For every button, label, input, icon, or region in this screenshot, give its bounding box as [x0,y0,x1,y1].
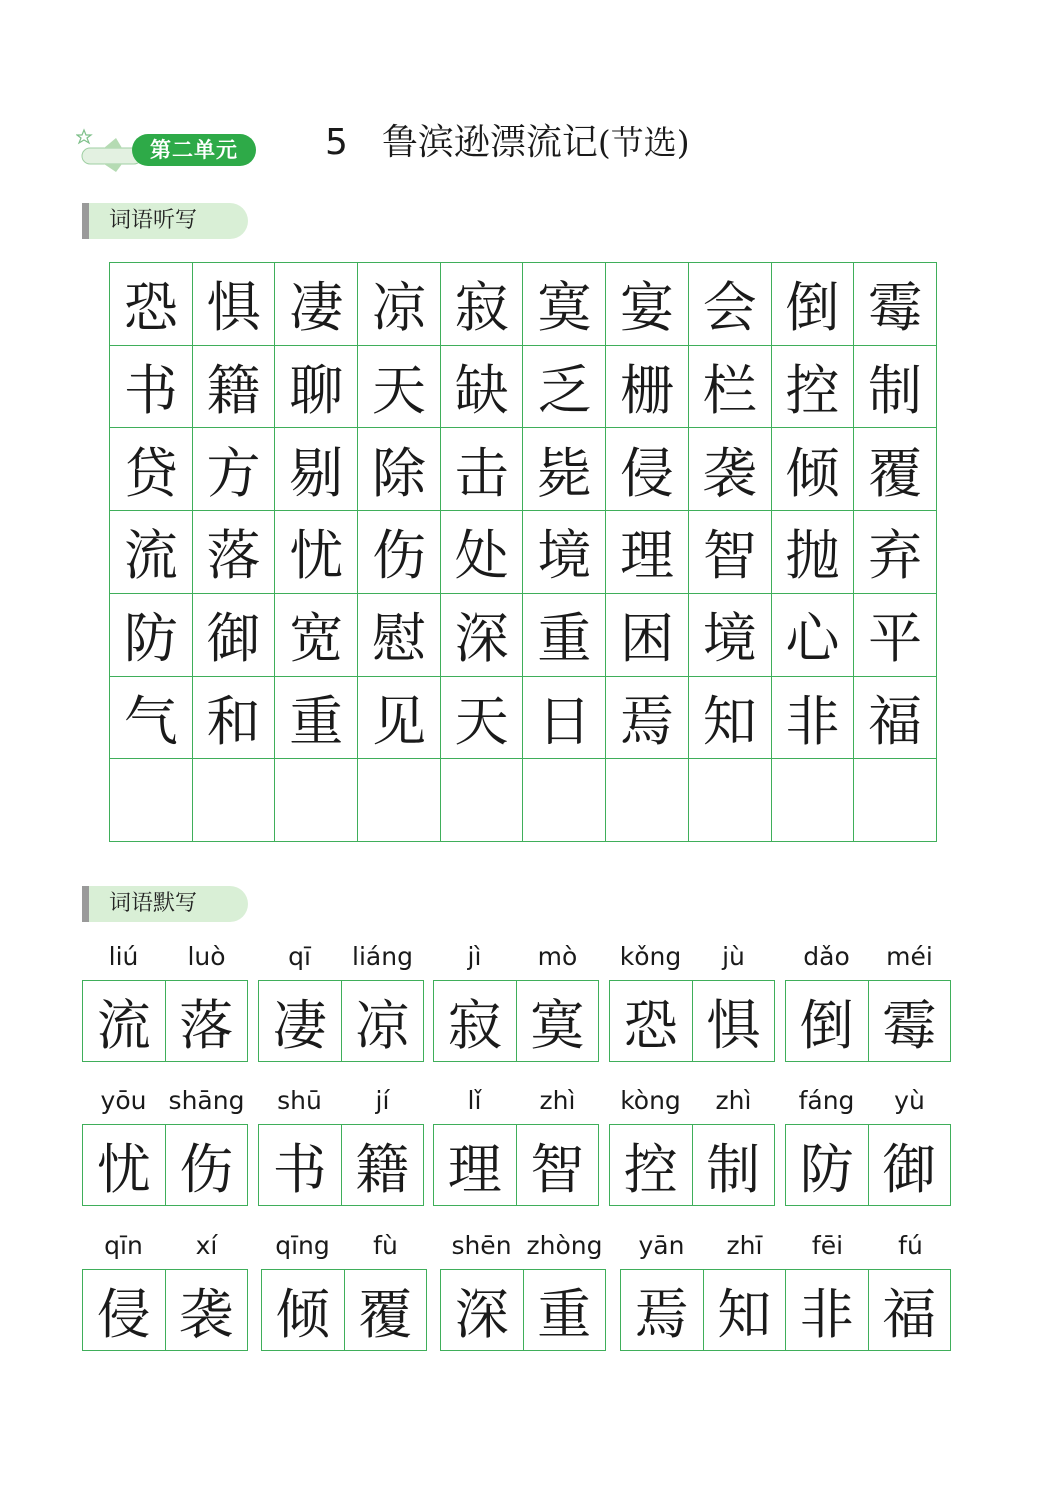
char-box: 籍 [341,1125,424,1205]
grid-cell: 天 [441,677,524,760]
char-box: 焉 [634,1282,689,1346]
char-box: 侵 [96,1282,151,1346]
grid-cell: 重 [523,594,606,677]
grid-cell: 流 [110,511,193,594]
pinyin-row [620,1229,952,1263]
char-box-row [433,1124,599,1206]
grid-cell: 袭 [689,428,772,511]
pinyin: jù [722,942,745,971]
pinyin-row [609,940,775,974]
pinyin: yān [638,1231,685,1260]
grid-cell: 方 [193,428,276,511]
grid-cell: 寞 [523,263,606,346]
char-box-row [82,1269,248,1351]
char-box: 非 [785,1270,868,1350]
grid-cell: 境 [523,511,606,594]
char-box: 寞 [516,981,599,1061]
grid-cell: 抛 [772,511,855,594]
grid-cell: 寂 [441,263,524,346]
char-box: 理 [447,1137,502,1201]
grid-cell: 处 [441,511,524,594]
grid-cell: 恐 [110,263,193,346]
pinyin: zhī [726,1231,763,1260]
char-box: 御 [868,1125,951,1205]
section-label-dictation: 词语听写 [82,203,248,239]
pinyin: fáng [798,1086,855,1115]
char-box: 流 [96,993,151,1057]
pinyin: luò [187,942,226,971]
grid-cell: 贷 [110,428,193,511]
lesson-title: 鲁滨逊漂流记 [381,122,598,163]
grid-cell: 栏 [689,346,772,429]
pinyin-row [440,1229,606,1263]
grid-cell: 御 [193,594,276,677]
grid-cell: 凉 [358,263,441,346]
grid-cell: 福 [854,677,937,760]
pinyin: qīn [104,1231,143,1260]
pinyin: qī [288,942,311,971]
char-box: 倾 [275,1282,330,1346]
grid-cell: 惧 [193,263,276,346]
char-box: 凄 [272,993,327,1057]
grid-cell: 侵 [606,428,689,511]
grid-cell: 忧 [275,511,358,594]
grid-cell: 霉 [854,263,937,346]
char-box-row [82,1124,248,1206]
pinyin-row [785,940,951,974]
char-box-row [609,980,775,1062]
grid-cell: 境 [689,594,772,677]
pinyin: yōu [100,1086,147,1115]
grid-cell[interactable] [772,759,855,842]
silent-writing-row [0,1084,1041,1214]
char-box: 制 [692,1125,775,1205]
dictation-grid [109,262,937,842]
grid-cell[interactable] [523,759,606,842]
grid-cell: 慰 [358,594,441,677]
page-title [325,118,690,168]
pinyin: mò [537,942,578,971]
grid-cell: 聊 [275,346,358,429]
silent-writing-row [0,1229,1041,1359]
grid-cell: 倒 [772,263,855,346]
pinyin: kòng [620,1086,681,1115]
pinyin-row [785,1084,951,1118]
grid-cell: 缺 [441,346,524,429]
char-box: 智 [516,1125,599,1205]
char-box: 落 [165,981,248,1061]
lesson-number: 5 [325,122,348,163]
grid-cell: 伤 [358,511,441,594]
grid-cell: 剔 [275,428,358,511]
grid-cell: 书 [110,346,193,429]
grid-cell: 日 [523,677,606,760]
lesson-note: (节选) [597,123,690,162]
pinyin-row [433,940,599,974]
silent-writing-row [0,940,1041,1070]
grid-cell: 气 [110,677,193,760]
grid-cell: 宴 [606,263,689,346]
grid-cell: 会 [689,263,772,346]
char-box: 恐 [623,993,678,1057]
grid-cell[interactable] [358,759,441,842]
pinyin: fù [373,1231,398,1260]
pinyin: jí [375,1086,390,1115]
pinyin: shū [277,1086,322,1115]
char-box: 重 [523,1270,606,1350]
grid-cell: 籍 [193,346,276,429]
grid-cell[interactable] [606,759,689,842]
char-box: 凉 [341,981,424,1061]
pinyin: lǐ [467,1086,482,1115]
grid-cell: 覆 [854,428,937,511]
char-box: 防 [799,1137,854,1201]
unit-label: 第二单元 [150,138,238,162]
pinyin: fēi [811,1231,844,1260]
grid-cell: 击 [441,428,524,511]
grid-cell: 困 [606,594,689,677]
char-box: 寂 [447,993,502,1057]
char-box: 覆 [344,1270,427,1350]
char-box-row [258,980,424,1062]
grid-cell: 弃 [854,511,937,594]
grid-cell: 倾 [772,428,855,511]
pinyin-row [433,1084,599,1118]
grid-cell: 落 [193,511,276,594]
pinyin-row [258,940,424,974]
grid-cell: 防 [110,594,193,677]
grid-cell: 除 [358,428,441,511]
grid-cell[interactable] [110,759,193,842]
char-box-row [258,1124,424,1206]
pinyin: fú [898,1231,923,1260]
grid-cell: 重 [275,677,358,760]
char-box: 忧 [96,1137,151,1201]
pinyin: liáng [352,942,413,971]
pinyin: zhì [715,1086,752,1115]
grid-cell: 深 [441,594,524,677]
pinyin: zhòng [526,1231,603,1260]
char-box-row [261,1269,427,1351]
grid-cell: 天 [358,346,441,429]
grid-cell: 智 [689,511,772,594]
grid-cell: 制 [854,346,937,429]
grid-cell[interactable] [193,759,276,842]
char-box: 惧 [692,981,775,1061]
pinyin: zhì [539,1086,576,1115]
grid-cell: 栅 [606,346,689,429]
pinyin: xí [195,1231,218,1260]
unit-badge [76,128,258,172]
char-box: 知 [703,1270,786,1350]
grid-cell: 知 [689,677,772,760]
grid-cell[interactable] [441,759,524,842]
char-box: 袭 [165,1270,248,1350]
char-box: 霉 [868,981,951,1061]
pinyin: qīng [275,1231,330,1260]
char-box-row [620,1269,951,1351]
pinyin-row [258,1084,424,1118]
pinyin: yù [894,1086,925,1115]
grid-cell: 和 [193,677,276,760]
pinyin: liú [108,942,139,971]
pinyin-row [82,940,248,974]
grid-cell: 凄 [275,263,358,346]
char-box-row [433,980,599,1062]
char-box-row [440,1269,606,1351]
pinyin: kǒng [619,942,682,971]
char-box-row [82,980,248,1062]
grid-cell: 焉 [606,677,689,760]
char-box: 福 [868,1270,951,1350]
grid-cell: 非 [772,677,855,760]
pinyin: dǎo [803,942,850,971]
grid-cell: 控 [772,346,855,429]
grid-cell: 平 [854,594,937,677]
grid-cell: 毙 [523,428,606,511]
pinyin-row [261,1229,427,1263]
pinyin: shāng [168,1086,245,1115]
char-box-row [785,1124,951,1206]
grid-cell[interactable] [854,759,937,842]
grid-cell[interactable] [689,759,772,842]
grid-cell: 心 [772,594,855,677]
char-box: 倒 [799,993,854,1057]
pinyin-row [82,1229,248,1263]
pinyin: méi [886,942,933,971]
char-box: 伤 [165,1125,248,1205]
pinyin-row [82,1084,248,1118]
char-box-row [609,1124,775,1206]
char-box-row [785,980,951,1062]
grid-cell: 宽 [275,594,358,677]
grid-cell: 乏 [523,346,606,429]
section-label-silent-writing: 词语默写 [82,886,248,922]
char-box: 控 [623,1137,678,1201]
char-box: 书 [272,1137,327,1201]
pinyin: shēn [451,1231,512,1260]
char-box: 深 [454,1282,509,1346]
grid-cell: 理 [606,511,689,594]
grid-cell: 见 [358,677,441,760]
pinyin-row [609,1084,775,1118]
pinyin: jì [467,942,482,971]
grid-cell[interactable] [275,759,358,842]
